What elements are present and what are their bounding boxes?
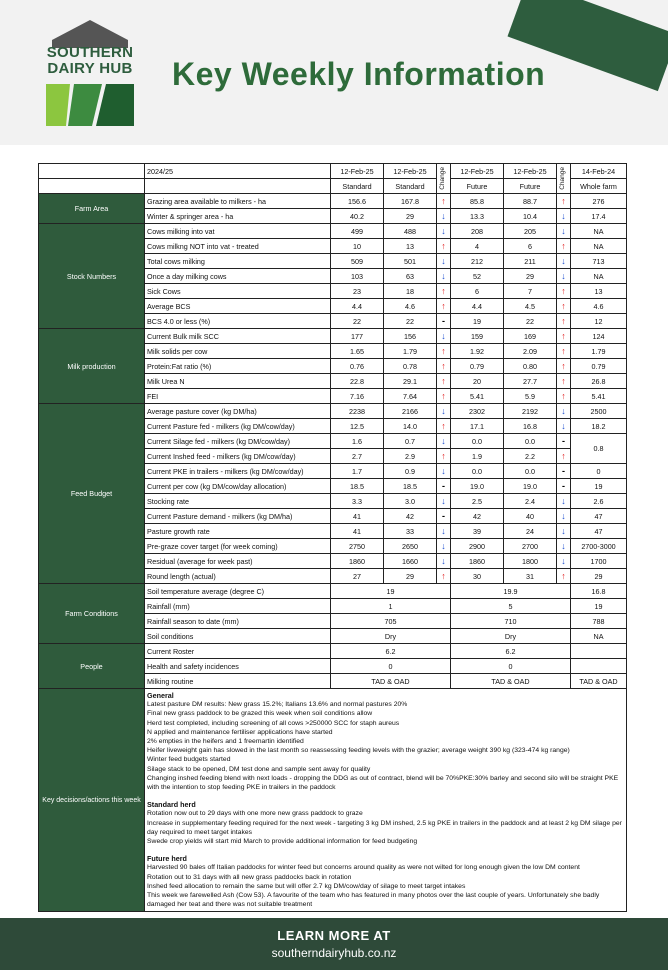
change-header <box>437 164 451 194</box>
row-label: Pre-graze cover target (for week coming) <box>145 539 331 554</box>
value-cell: NA <box>571 224 627 239</box>
value-cell: 40.2 <box>331 209 384 224</box>
wholefarm-value: NA <box>571 629 627 644</box>
value-cell: 499 <box>331 224 384 239</box>
future-value: 5 <box>451 599 571 614</box>
value-cell: 2.2 <box>504 449 557 464</box>
value-cell: 33 <box>384 524 437 539</box>
row-label: BCS 4.0 or less (%) <box>145 314 331 329</box>
value-cell: 31 <box>504 569 557 584</box>
note-item: Herd test completed, including screening of all cows >250000 SCC for staph aureus <box>147 719 400 727</box>
note-item: Changing inshed feeding blend with next loads - dropping the DDG as out of contract, blend will be 70%PKE:30% barley and second silo will be straight PKE with the intention to stop feeding PKE in trailers in the paddock <box>147 774 619 792</box>
value-cell: 156 <box>384 329 437 344</box>
change-arrow-icon: ↑ <box>557 374 571 389</box>
row-label: Cows milkng NOT into vat - treated <box>145 239 331 254</box>
row-label: Milking routine <box>145 674 331 689</box>
footer-link[interactable]: southerndairyhub.co.nz <box>271 946 397 960</box>
value-cell: 1.92 <box>451 344 504 359</box>
change-arrow-icon: ↓ <box>437 554 451 569</box>
change-arrow-icon: ↑ <box>557 389 571 404</box>
value-cell: 29 <box>504 269 557 284</box>
value-cell: 2.4 <box>504 494 557 509</box>
value-cell: 2302 <box>451 404 504 419</box>
wholefarm-value: 19 <box>571 599 627 614</box>
footer-heading: LEARN MORE AT <box>277 928 391 943</box>
value-cell: 2192 <box>504 404 557 419</box>
value-cell: 10 <box>331 239 384 254</box>
change-arrow-icon: ↑ <box>557 299 571 314</box>
value-cell: 1.7 <box>331 464 384 479</box>
change-arrow-icon: ↑ <box>437 389 451 404</box>
note-item: Latest pasture DM results: New grass 15.2%; Italians 13.6% and normal pastures 20% <box>147 701 408 709</box>
value-cell: 19.0 <box>451 479 504 494</box>
table-row <box>39 404 627 419</box>
change-arrow-icon: ↓ <box>557 539 571 554</box>
type-header: Future <box>504 179 557 194</box>
section-label: Milk production <box>39 329 145 404</box>
page-header <box>0 0 668 145</box>
change-arrow-icon: ↓ <box>557 494 571 509</box>
value-cell: 29.1 <box>384 374 437 389</box>
change-arrow-icon: ↓ <box>557 419 571 434</box>
value-cell: 0 <box>571 464 627 479</box>
value-cell: 13 <box>571 284 627 299</box>
value-cell: 2.6 <box>571 494 627 509</box>
value-cell: 23 <box>331 284 384 299</box>
wholefarm-value: 16.8 <box>571 584 627 599</box>
value-cell: 208 <box>451 224 504 239</box>
value-cell: 40 <box>504 509 557 524</box>
value-cell: 18 <box>384 284 437 299</box>
value-cell: 19.0 <box>504 479 557 494</box>
change-arrow-icon: ↓ <box>437 434 451 449</box>
row-label: Rainfall (mm) <box>145 599 331 614</box>
value-cell: 4.6 <box>571 299 627 314</box>
note-item: Heifer liveweight gain has slowed in the last month so reassessing feeding levels with the grazier; average weight 390 kg (323-474 kg range) <box>147 747 570 755</box>
table-row <box>39 584 627 599</box>
note-item: Increase in supplementary feeding required for the next week - targeting 3 kg DM inshed, 2.5 kg PKE in trailers in the paddock and at least 2 kg DM silage per day required to meet target intakes <box>147 819 622 836</box>
row-label: Once a day milking cows <box>145 269 331 284</box>
value-cell: 10.4 <box>504 209 557 224</box>
row-label: Milk Urea N <box>145 374 331 389</box>
change-arrow-icon: ↑ <box>437 374 451 389</box>
value-cell: 22 <box>384 314 437 329</box>
change-arrow-icon: ↓ <box>437 224 451 239</box>
change-arrow-icon: ↓ <box>437 269 451 284</box>
value-cell: 2500 <box>571 404 627 419</box>
value-cell: 159 <box>451 329 504 344</box>
value-cell: 2700-3000 <box>571 539 627 554</box>
blank-cell <box>39 179 145 194</box>
value-cell: 4.6 <box>384 299 437 314</box>
type-header: Future <box>451 179 504 194</box>
note-item: Swede crop yields will start mid March to provide additional information for feed budgeting <box>147 838 418 846</box>
value-cell: 0.0 <box>504 464 557 479</box>
value-cell: 5.41 <box>451 389 504 404</box>
value-cell: 30 <box>451 569 504 584</box>
future-value: 6.2 <box>451 644 571 659</box>
row-label: Stocking rate <box>145 494 331 509</box>
standard-value: 705 <box>331 614 451 629</box>
note-item: Silage stack to be opened, DM test done and sample sent away for quality <box>147 765 371 773</box>
date-header: 12-Feb-25 <box>451 164 504 179</box>
standard-value: 19 <box>331 584 451 599</box>
change-label: Change <box>559 167 566 190</box>
value-cell: 501 <box>384 254 437 269</box>
value-cell: 13 <box>384 239 437 254</box>
value-cell: 0.78 <box>384 359 437 374</box>
change-arrow-icon: ↑ <box>437 569 451 584</box>
logo-text-1: SOUTHERN <box>46 44 134 61</box>
value-cell: 2900 <box>451 539 504 554</box>
section-label: Feed Budget <box>39 404 145 584</box>
date-header: 14-Feb-24 <box>571 164 627 179</box>
notes-heading: Future herd <box>147 854 187 864</box>
change-arrow-icon: ↓ <box>437 209 451 224</box>
change-arrow-icon: ↑ <box>557 284 571 299</box>
value-cell: 276 <box>571 194 627 209</box>
value-cell: 211 <box>504 254 557 269</box>
logo-text-2: DAIRY HUB <box>47 60 133 77</box>
value-cell: 4.4 <box>331 299 384 314</box>
value-cell: 12.5 <box>331 419 384 434</box>
change-arrow-icon: ↓ <box>437 329 451 344</box>
future-value: 0 <box>451 659 571 674</box>
value-cell: 0.8 <box>571 434 627 464</box>
footer <box>0 918 668 970</box>
value-cell: 212 <box>451 254 504 269</box>
logo-text <box>40 45 140 77</box>
row-label: Round length (actual) <box>145 569 331 584</box>
change-arrow-icon: ↓ <box>557 269 571 284</box>
note-item: 2% empties in the heifers and 1 freemartin identified <box>147 738 304 746</box>
value-cell: 1700 <box>571 554 627 569</box>
row-label: Current Inshed feed - milkers (kg DM/cow/day) <box>145 449 331 464</box>
note-item: Final new grass paddock to be grazed this week when soil conditions allow <box>147 710 373 718</box>
value-cell: 13.3 <box>451 209 504 224</box>
note-item: Harvested 90 bales off Italian paddocks for winter feed but concerns around quality as were not wilted for long enough given the low DM content <box>147 864 580 872</box>
row-label: Milk solids per cow <box>145 344 331 359</box>
change-arrow-icon: ↓ <box>557 404 571 419</box>
value-cell: 88.7 <box>504 194 557 209</box>
value-cell: 1.9 <box>451 449 504 464</box>
value-cell: 2.5 <box>451 494 504 509</box>
notes-heading: Standard herd <box>147 800 196 810</box>
value-cell: NA <box>571 269 627 284</box>
value-cell: 2650 <box>384 539 437 554</box>
row-label: Pasture growth rate <box>145 524 331 539</box>
row-label: Rainfall season to date (mm) <box>145 614 331 629</box>
value-cell: 52 <box>451 269 504 284</box>
value-cell: 1860 <box>331 554 384 569</box>
change-arrow-icon: ↑ <box>437 239 451 254</box>
value-cell: 27.7 <box>504 374 557 389</box>
row-label: Current Roster <box>145 644 331 659</box>
change-arrow-icon: ↓ <box>437 539 451 554</box>
change-arrow-icon: - <box>437 314 451 329</box>
change-arrow-icon: ↑ <box>557 239 571 254</box>
value-cell: 205 <box>504 224 557 239</box>
note-item: Rotation now out to 29 days with one more new grass paddock to graze <box>147 810 363 818</box>
value-cell: 7 <box>504 284 557 299</box>
value-cell: 0.9 <box>384 464 437 479</box>
row-label: Current Pasture demand - milkers (kg DM/ha) <box>145 509 331 524</box>
section-label: Key decisions/actions this week <box>39 689 145 912</box>
change-arrow-icon: ↑ <box>437 419 451 434</box>
blank-cell <box>39 164 145 179</box>
value-cell: 0.0 <box>504 434 557 449</box>
change-arrow-icon: ↓ <box>437 494 451 509</box>
value-cell: 177 <box>331 329 384 344</box>
value-cell: 0.80 <box>504 359 557 374</box>
value-cell: 0.0 <box>451 464 504 479</box>
change-arrow-icon: ↑ <box>437 344 451 359</box>
value-cell: 2.7 <box>331 449 384 464</box>
value-cell: 2750 <box>331 539 384 554</box>
row-label: Average BCS <box>145 299 331 314</box>
future-value: 19.9 <box>451 584 571 599</box>
change-arrow-icon: ↑ <box>557 314 571 329</box>
row-label: Current Pasture fed - milkers (kg DM/cow/day) <box>145 419 331 434</box>
change-arrow-icon: ↑ <box>437 299 451 314</box>
change-arrow-icon: ↓ <box>437 524 451 539</box>
value-cell: 1.79 <box>384 344 437 359</box>
wholefarm-value <box>571 659 627 674</box>
future-value: 710 <box>451 614 571 629</box>
change-arrow-icon: ↓ <box>557 209 571 224</box>
value-cell: 2166 <box>384 404 437 419</box>
value-cell: 1.65 <box>331 344 384 359</box>
value-cell: 4.4 <box>451 299 504 314</box>
value-cell: 2.09 <box>504 344 557 359</box>
notes-heading: General <box>147 691 174 700</box>
value-cell: 85.8 <box>451 194 504 209</box>
row-label: Sick Cows <box>145 284 331 299</box>
row-label: Current per cow (kg DM/cow/day allocation) <box>145 479 331 494</box>
wholefarm-value: 788 <box>571 614 627 629</box>
note-item: Inshed feed allocation to remain the same but will offer 2.7 kg DM/cow/day of silage to meet target intakes <box>147 882 466 890</box>
value-cell: 47 <box>571 509 627 524</box>
future-value: Dry <box>451 629 571 644</box>
value-cell: 42 <box>384 509 437 524</box>
change-arrow-icon: ↑ <box>437 284 451 299</box>
date-header: 12-Feb-25 <box>384 164 437 179</box>
wholefarm-value <box>571 644 627 659</box>
change-arrow-icon: ↓ <box>437 464 451 479</box>
value-cell: 26.8 <box>571 374 627 389</box>
value-cell: 713 <box>571 254 627 269</box>
row-label: Total cows milking <box>145 254 331 269</box>
value-cell: 1860 <box>451 554 504 569</box>
change-arrow-icon: ↓ <box>557 509 571 524</box>
value-cell: 29 <box>571 569 627 584</box>
value-cell: 24 <box>504 524 557 539</box>
standard-value: 6.2 <box>331 644 451 659</box>
change-arrow-icon: - <box>437 479 451 494</box>
value-cell: 27 <box>331 569 384 584</box>
value-cell: 0.7 <box>384 434 437 449</box>
change-arrow-icon: - <box>557 479 571 494</box>
section-label: Farm Conditions <box>39 584 145 644</box>
value-cell: 47 <box>571 524 627 539</box>
value-cell: 124 <box>571 329 627 344</box>
row-label: Protein:Fat ratio (%) <box>145 359 331 374</box>
change-arrow-icon: ↓ <box>557 254 571 269</box>
value-cell: 488 <box>384 224 437 239</box>
row-label: Current Bulk milk SCC <box>145 329 331 344</box>
value-cell: 156.6 <box>331 194 384 209</box>
change-arrow-icon: ↑ <box>557 344 571 359</box>
row-label: Grazing area available to milkers - ha <box>145 194 331 209</box>
value-cell: 2238 <box>331 404 384 419</box>
value-cell: 4.5 <box>504 299 557 314</box>
change-arrow-icon: ↑ <box>557 329 571 344</box>
future-value: TAD & OAD <box>451 674 571 689</box>
row-label: Residual (average for week past) <box>145 554 331 569</box>
change-arrow-icon: ↑ <box>437 449 451 464</box>
change-arrow-icon: - <box>437 509 451 524</box>
value-cell: 17.4 <box>571 209 627 224</box>
value-cell: 2700 <box>504 539 557 554</box>
value-cell: 5.9 <box>504 389 557 404</box>
value-cell: 18.5 <box>384 479 437 494</box>
value-cell: 0.0 <box>451 434 504 449</box>
value-cell: 5.41 <box>571 389 627 404</box>
row-label: Health and safety incidences <box>145 659 331 674</box>
value-cell: 103 <box>331 269 384 284</box>
standard-value: TAD & OAD <box>331 674 451 689</box>
value-cell: 7.64 <box>384 389 437 404</box>
value-cell: 22 <box>504 314 557 329</box>
value-cell: 2.9 <box>384 449 437 464</box>
row-label: FEI <box>145 389 331 404</box>
row-label: Soil conditions <box>145 629 331 644</box>
table-row <box>39 644 627 659</box>
note-item: Rotation out to 31 days with all new grass paddocks back in rotation <box>147 873 352 881</box>
value-cell: 22 <box>331 314 384 329</box>
change-arrow-icon: ↓ <box>557 554 571 569</box>
value-cell: 1660 <box>384 554 437 569</box>
value-cell: 0.79 <box>571 359 627 374</box>
type-header: Standard <box>384 179 437 194</box>
value-cell: 18.2 <box>571 419 627 434</box>
value-cell: 63 <box>384 269 437 284</box>
value-cell: 12 <box>571 314 627 329</box>
value-cell: 20 <box>451 374 504 389</box>
note-item: Winter feed budgets started <box>147 756 231 764</box>
value-cell: 167.8 <box>384 194 437 209</box>
row-label: Cows milking into vat <box>145 224 331 239</box>
value-cell: 6 <box>451 284 504 299</box>
value-cell: 7.16 <box>331 389 384 404</box>
value-cell: 41 <box>331 524 384 539</box>
value-cell: 42 <box>451 509 504 524</box>
value-cell: 169 <box>504 329 557 344</box>
value-cell: 0.79 <box>451 359 504 374</box>
change-arrow-icon: ↑ <box>557 194 571 209</box>
wholefarm-value: TAD & OAD <box>571 674 627 689</box>
change-arrow-icon: - <box>557 464 571 479</box>
type-header: Whole farm <box>571 179 627 194</box>
date-header: 12-Feb-25 <box>504 164 557 179</box>
change-arrow-icon: ↓ <box>437 254 451 269</box>
change-label: Change <box>439 167 446 190</box>
value-cell: 1.79 <box>571 344 627 359</box>
value-cell: 29 <box>384 209 437 224</box>
row-label: Winter & springer area - ha <box>145 209 331 224</box>
change-arrow-icon: ↓ <box>557 224 571 239</box>
standard-value: 0 <box>331 659 451 674</box>
value-cell: 6 <box>504 239 557 254</box>
row-label: Current PKE in trailers - milkers (kg DM/cow/day) <box>145 464 331 479</box>
section-label: People <box>39 644 145 689</box>
note-item: N applied and maintenance fertiliser applications have started <box>147 728 333 736</box>
section-label: Farm Area <box>39 194 145 224</box>
value-cell: 19 <box>571 479 627 494</box>
change-arrow-icon: ↓ <box>557 524 571 539</box>
change-arrow-icon: ↑ <box>557 449 571 464</box>
value-cell: 39 <box>451 524 504 539</box>
change-arrow-icon: ↓ <box>437 404 451 419</box>
standard-value: Dry <box>331 629 451 644</box>
value-cell: 0.76 <box>331 359 384 374</box>
blank-cell <box>145 179 331 194</box>
change-arrow-icon: ↑ <box>437 194 451 209</box>
value-cell: 3.0 <box>384 494 437 509</box>
value-cell: 509 <box>331 254 384 269</box>
value-cell: 19 <box>451 314 504 329</box>
change-arrow-icon: - <box>557 434 571 449</box>
table-row <box>39 329 627 344</box>
note-item: This week we farewelled Ash (Cow 53). A favourite of the team who has featured in many photos over the last couple of years. Unfortunately she badly damaged her teat and there was not suitable treatment <box>147 892 600 909</box>
table-row <box>39 194 627 209</box>
change-arrow-icon: ↑ <box>557 359 571 374</box>
value-cell: NA <box>571 239 627 254</box>
change-arrow-icon: ↑ <box>437 359 451 374</box>
value-cell: 1800 <box>504 554 557 569</box>
value-cell: 4 <box>451 239 504 254</box>
value-cell: 29 <box>384 569 437 584</box>
row-label: Current Silage fed - milkers (kg DM/cow/day) <box>145 434 331 449</box>
value-cell: 18.5 <box>331 479 384 494</box>
value-cell: 17.1 <box>451 419 504 434</box>
standard-value: 1 <box>331 599 451 614</box>
change-header <box>557 164 571 194</box>
section-label: Stock Numbers <box>39 224 145 329</box>
season: 2024/25 <box>145 164 331 179</box>
value-cell: 41 <box>331 509 384 524</box>
date-header: 12-Feb-25 <box>331 164 384 179</box>
value-cell: 14.0 <box>384 419 437 434</box>
value-cell: 22.8 <box>331 374 384 389</box>
value-cell: 16.8 <box>504 419 557 434</box>
row-label: Soil temperature average (degree C) <box>145 584 331 599</box>
row-label: Average pasture cover (kg DM/ha) <box>145 404 331 419</box>
value-cell: 3.3 <box>331 494 384 509</box>
type-header: Standard <box>331 179 384 194</box>
decisions-notes <box>145 689 627 912</box>
key-info-table <box>38 163 627 912</box>
table-row <box>39 224 627 239</box>
page-title: Key Weekly Information <box>172 56 546 92</box>
value-cell: 1.6 <box>331 434 384 449</box>
change-arrow-icon: ↑ <box>557 569 571 584</box>
